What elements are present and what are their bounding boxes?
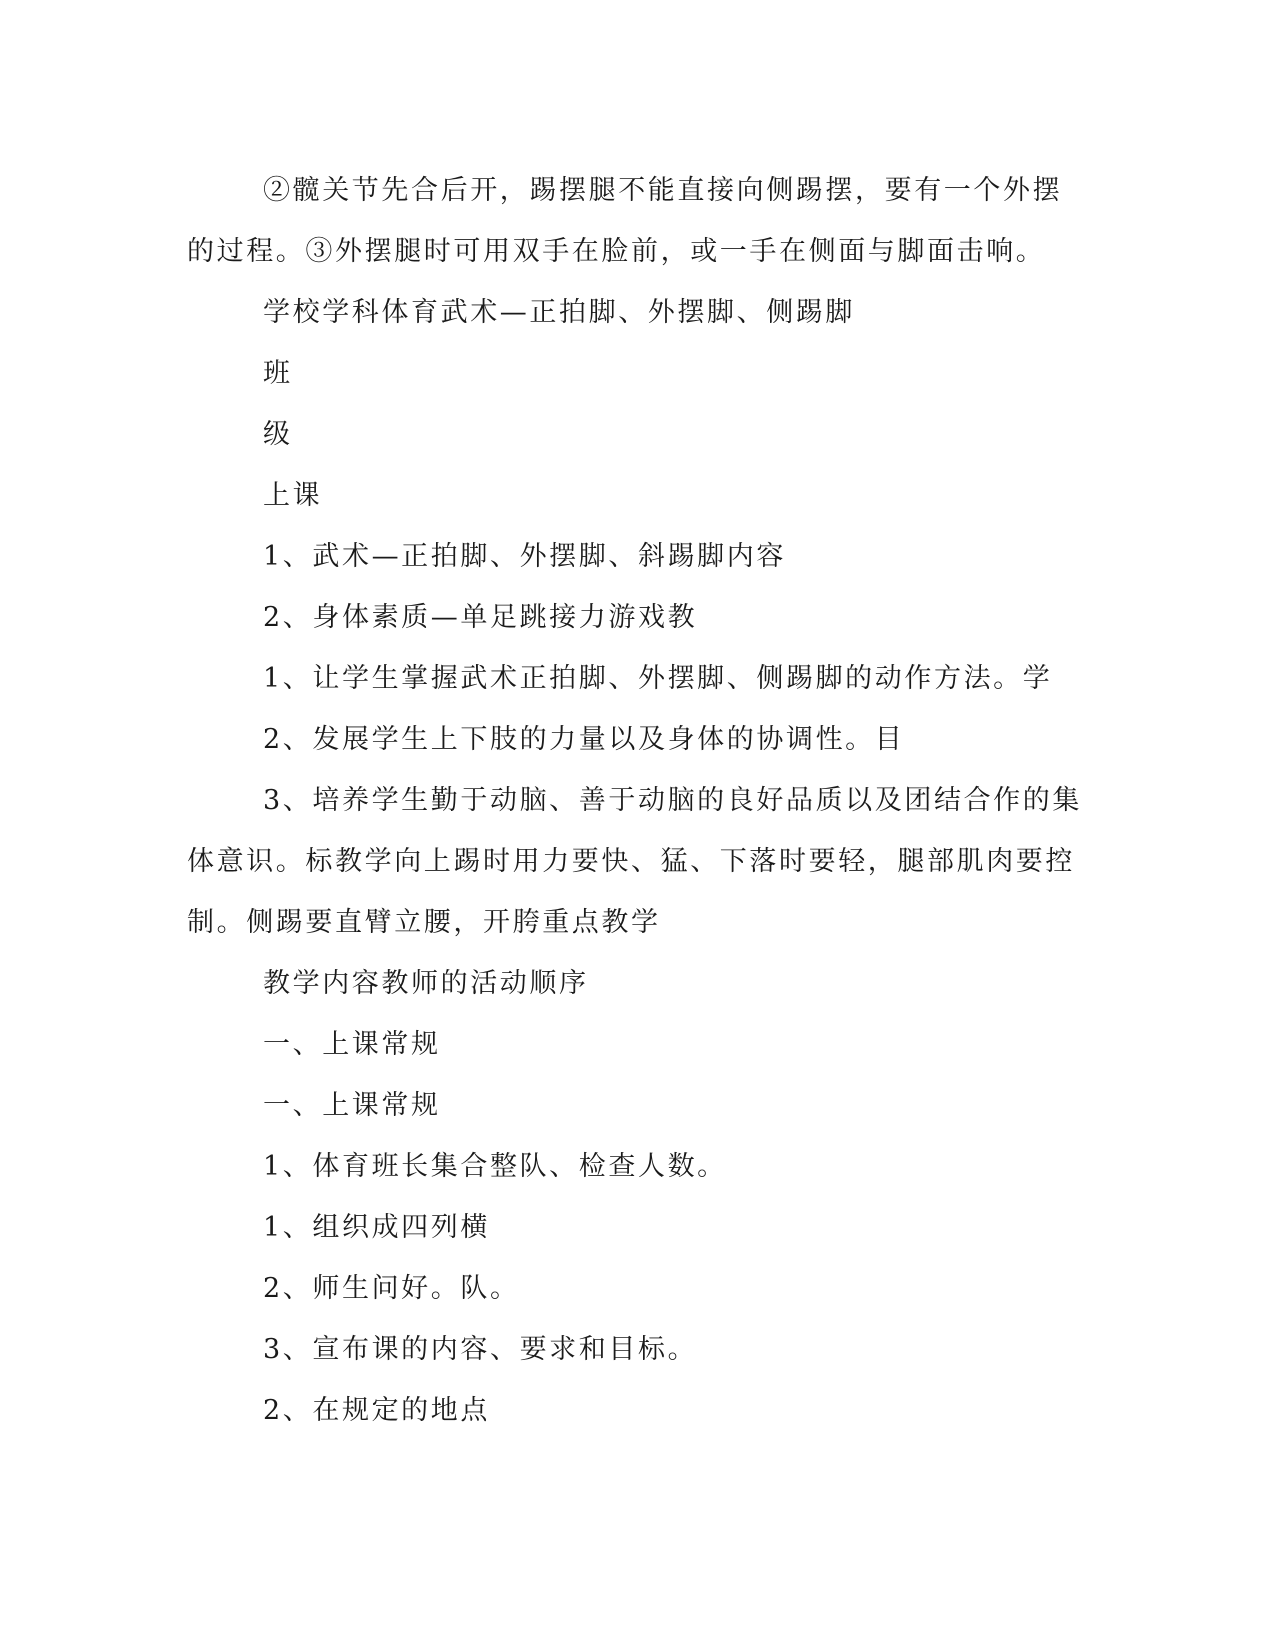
paragraph-class-2: 级 [263, 419, 293, 450]
paragraph-routine-step-3: 3、宣布课的内容、要求和目标。 [263, 1334, 698, 1365]
paragraph-goal-1: 1、让学生掌握武术正拍脚、外摆脚、侧踢脚的动作方法。学 [263, 663, 1053, 694]
paragraph-hip-joint: ②髋关节先合后开，踢摆腿不能直接向侧踢摆，要有一个外摆的过程。③外摆腿时可用双手在脸前，或一手在侧面与脚面击响。 [187, 175, 1063, 267]
paragraph-routine-step-1: 1、体育班长集合整队、检查人数。 [263, 1151, 727, 1182]
paragraph-teaching-content-header: 教学内容教师的活动顺序 [263, 968, 589, 999]
paragraph-content-2: 2、身体素质—单足跳接力游戏教 [263, 602, 698, 633]
paragraph-class-1: 班 [263, 358, 293, 389]
paragraph-routine-heading-1: 一、上课常规 [263, 1029, 441, 1060]
paragraph-organize-step-2: 2、在规定的地点 [263, 1395, 490, 1426]
paragraph-content-1: 1、武术—正拍脚、外摆脚、斜踢脚内容 [263, 541, 786, 572]
paragraph-goal-2: 2、发展学生上下肢的力量以及身体的协调性。目 [263, 724, 905, 755]
paragraph-organize-step-1: 1、组织成四列横 [263, 1212, 490, 1243]
document-body [187, 160, 1087, 1441]
paragraph-goal-3: 3、培养学生勤于动脑、善于动脑的良好品质以及团结合作的集体意识。标教学向上踢时用力要快、猛、下落时要轻，腿部肌肉要控制。侧踢要直臂立腰，开胯重点教学 [187, 785, 1082, 938]
paragraph-routine-step-2: 2、师生问好。队。 [263, 1273, 520, 1304]
paragraph-routine-heading-2: 一、上课常规 [263, 1090, 441, 1121]
paragraph-attend-class: 上课 [263, 480, 323, 511]
paragraph-lesson-title: 学校学科体育武术—正拍脚、外摆脚、侧踢脚 [263, 297, 855, 328]
